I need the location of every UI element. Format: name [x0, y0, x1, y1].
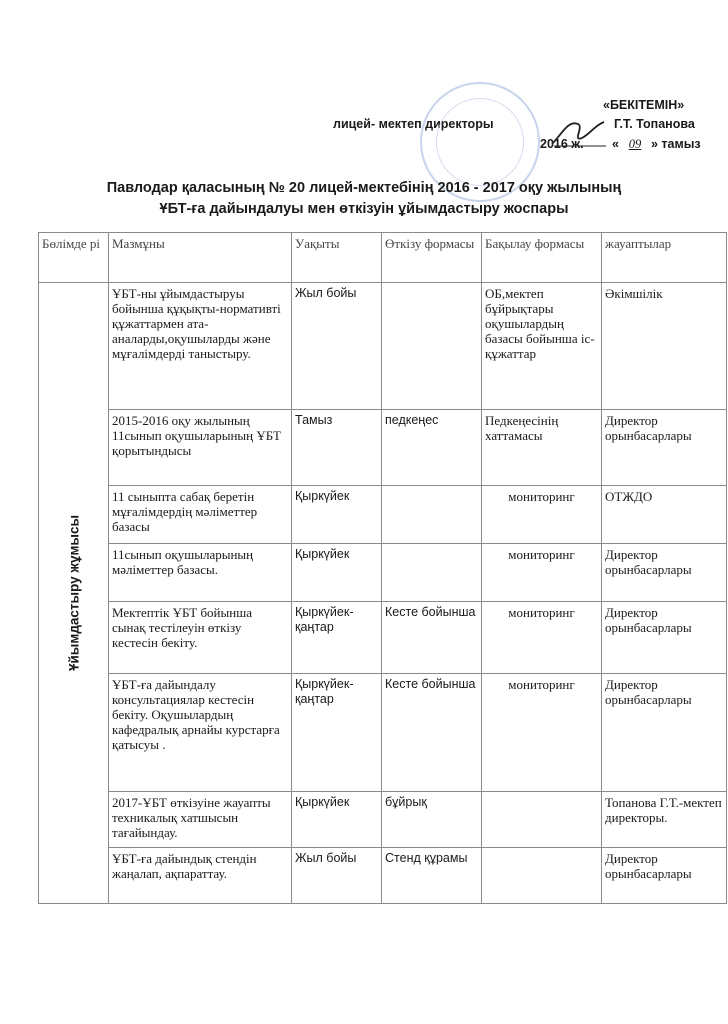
content-cell: Мектептік ҰБТ бойынша сынақ тестілеуін өткізу кестесін бекіту.	[109, 602, 292, 674]
responsible-cell: Директор орынбасарлары	[602, 848, 727, 904]
table-row	[39, 674, 727, 792]
responsible-cell: Әкімшілік	[602, 283, 727, 410]
table-row	[39, 792, 727, 848]
responsible-cell: Топанова Г.Т.-мектеп директоры.	[602, 792, 727, 848]
content-cell: ҰБТ-ға дайындық стендін жаңалап, ақпараттау.	[109, 848, 292, 904]
header-cell: жауаптылар	[602, 233, 727, 283]
time-cell: Тамыз	[292, 410, 382, 486]
signature-icon	[548, 116, 608, 150]
time-cell: Қыркүйек	[292, 544, 382, 602]
director-name: Г.Т. Топанова	[614, 117, 695, 131]
form-cell: педкеңес	[382, 410, 482, 486]
header-cell: Уақыты	[292, 233, 382, 283]
responsible-cell: Директор орынбасарлары	[602, 410, 727, 486]
header-cell: Өткізу формасы	[382, 233, 482, 283]
form-cell: бұйрық	[382, 792, 482, 848]
title-line-1: Павлодар қаласының № 20 лицей-мектебінің 2016 - 2017 оқу жылының	[106, 180, 622, 196]
table-row	[39, 544, 727, 602]
form-cell: Кесте бойынша	[382, 674, 482, 792]
time-cell: Қыркүйек-қаңтар	[292, 674, 382, 792]
content-cell: 11 сыныпта сабақ беретін мұғалімдердің мәліметтер базасы	[109, 486, 292, 544]
header-cell: Бөлімде рі	[39, 233, 109, 283]
date-close: » тамыз	[650, 137, 701, 151]
form-cell	[382, 544, 482, 602]
responsible-cell: Директор орынбасарлары	[602, 544, 727, 602]
header-cell: Бақылау формасы	[482, 233, 602, 283]
content-cell: 2015-2016 оқу жылының 11сынып оқушыларының ҰБТ қорытындысы	[109, 410, 292, 486]
table-header-row	[39, 233, 727, 283]
section-label: Ұйымдастыру жұмысы	[66, 514, 81, 672]
table-row	[39, 410, 727, 486]
responsible-cell: ОТЖДО	[602, 486, 727, 544]
control-cell: мониторинг	[482, 602, 602, 674]
control-cell: мониторинг	[482, 544, 602, 602]
control-cell: ОБ,мектеп бұйрықтары оқушылардың базасы бойынша іс-құжаттар	[482, 283, 602, 410]
content-cell: ҰБТ-ға дайындалу консультациялар кестесін бекіту. Оқушылардың кафедралық арнайы курстарға қатысуы .	[109, 674, 292, 792]
date-day: 09	[628, 137, 642, 151]
responsible-cell: Директор орынбасарлары	[602, 602, 727, 674]
form-cell: Стенд құрамы	[382, 848, 482, 904]
control-cell: Педкеңесінің хаттамасы	[482, 410, 602, 486]
table-row	[39, 283, 727, 410]
responsible-cell: Директор орынбасарлары	[602, 674, 727, 792]
control-cell: мониторинг	[482, 486, 602, 544]
approval-date	[612, 137, 701, 152]
date-open: «	[612, 137, 619, 151]
title-line-2: ҰБТ-ға дайындалуы мен өткізуін ұйымдастыру жоспары	[159, 201, 569, 217]
plan-table	[38, 232, 727, 904]
time-cell: Жыл бойы	[292, 283, 382, 410]
table-row	[39, 486, 727, 544]
section-cell	[39, 283, 109, 904]
form-cell	[382, 283, 482, 410]
control-cell	[482, 792, 602, 848]
time-cell: Қыркүйек	[292, 486, 382, 544]
content-cell: 2017-ҰБТ өткізуіне жауапты техникалық хатшысын тағайындау.	[109, 792, 292, 848]
time-cell: Жыл бойы	[292, 848, 382, 904]
form-cell	[382, 486, 482, 544]
approval-year: 2016 ж.	[540, 137, 584, 151]
content-cell: ҰБТ-ны ұйымдастыруы бойынша құқықты-нормативті құжаттармен ата-аналарды,оқушыларды және мұғалімдерді таныстыру.	[109, 283, 292, 410]
control-cell: мониторинг	[482, 674, 602, 792]
table-row	[39, 848, 727, 904]
header-cell: Мазмұны	[109, 233, 292, 283]
time-cell: Қыркүйек	[292, 792, 382, 848]
approval-block	[0, 84, 728, 154]
form-cell: Кесте бойынша	[382, 602, 482, 674]
position-title: лицей- мектеп директоры	[333, 117, 494, 131]
approve-word: «БЕКІТЕМІН»	[603, 98, 685, 112]
time-cell: Қыркүйек-қаңтар	[292, 602, 382, 674]
content-cell: 11сынып оқушыларының мәліметтер базасы.	[109, 544, 292, 602]
table-row	[39, 602, 727, 674]
document-title	[0, 178, 728, 220]
control-cell	[482, 848, 602, 904]
